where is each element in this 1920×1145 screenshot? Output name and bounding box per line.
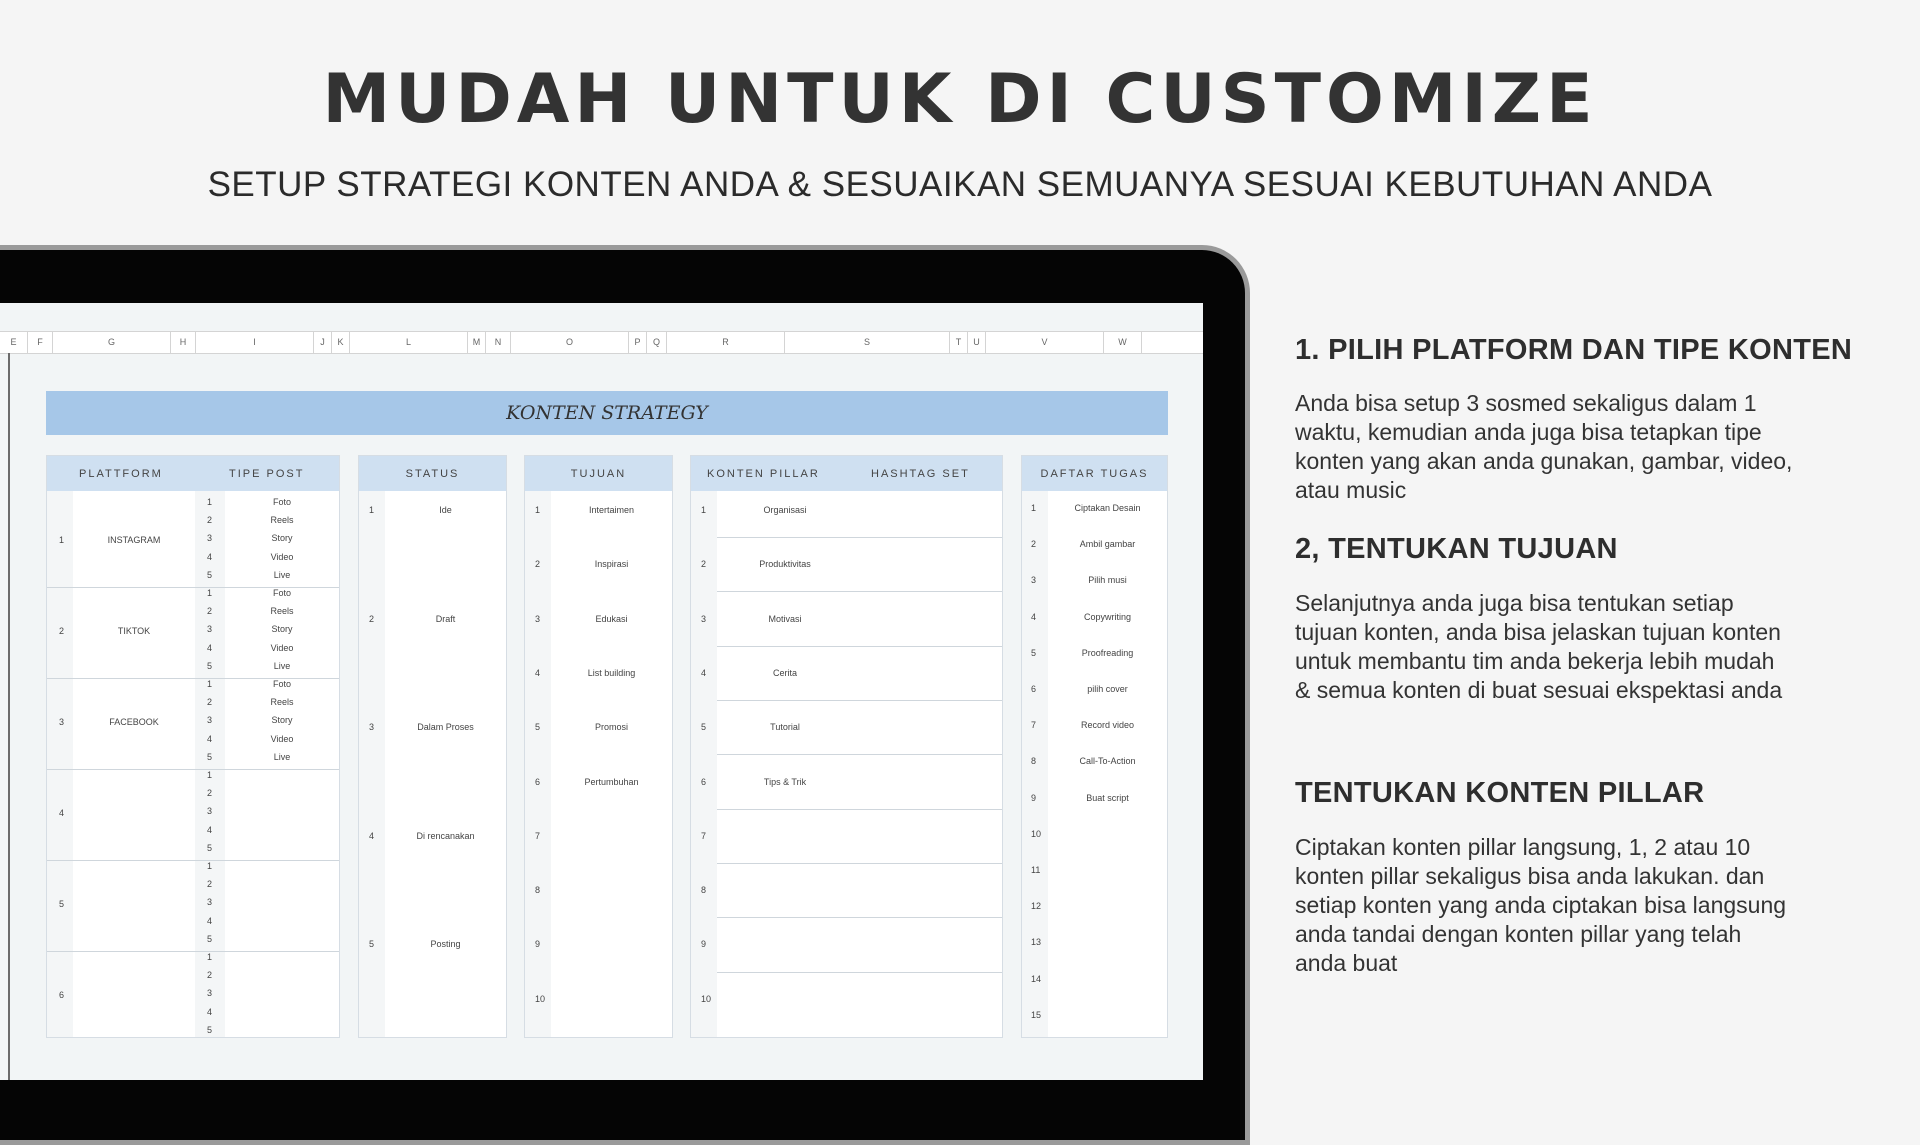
step-2-body: Selanjutnya anda juga bisa tentukan setiap tujuan konten, anda bisa jelaskan tujuan konten untuk membantu tim anda bekerja lebih mudah & semua konten di buat sesuai ekspektasi anda (1295, 590, 1783, 703)
pillar-item-label: Motivasi (768, 613, 802, 624)
pillar-row-divider (717, 537, 1002, 538)
tipe-post-number: 3 (207, 988, 213, 999)
tujuan-item-number: 10 (535, 993, 546, 1004)
platform-group-number: 1 (59, 534, 65, 545)
tujuan-item-label: Promosi (594, 722, 628, 733)
tujuan-item-number: 4 (535, 667, 541, 678)
tujuan-item-number: 2 (535, 559, 541, 570)
tujuan-panel (524, 455, 673, 1038)
column-header-w: W (1104, 332, 1142, 353)
tipe-post-label: Video (270, 733, 294, 744)
platform-panel (46, 455, 340, 1038)
status-panel-header (359, 456, 506, 491)
tipe-post-label: Reels (270, 697, 294, 708)
tugas-item-number: 4 (1031, 611, 1037, 622)
subheadline: SETUP STRATEGI KONTEN ANDA & SESUAIKAN SEMUANYA SESUAI KEBUTUHAN ANDA (207, 165, 1713, 204)
tipe-post-number: 5 (207, 751, 213, 762)
pillar-item-label: Cerita (772, 667, 797, 678)
platform-number-column (47, 491, 73, 1037)
tipe-post-number: 4 (207, 733, 213, 744)
pillar-item-number: 1 (701, 505, 707, 515)
tugas-item-number: 11 (1031, 865, 1041, 875)
column-header-l: L (350, 332, 468, 353)
tugas-header-label: DAFTAR TUGAS (1040, 468, 1149, 480)
pillar-item-number: 4 (701, 667, 707, 678)
tipe-post-label: Foto (272, 497, 291, 507)
pillar-item-label: Produktivitas (759, 559, 811, 570)
tipe-post-label: Reels (270, 606, 294, 617)
column-header-m: M (468, 332, 486, 353)
platform-group-number: 4 (59, 807, 65, 818)
pillar-row-divider (717, 754, 1002, 755)
tipe-post-number: 2 (207, 788, 213, 799)
column-header-p: P (629, 332, 647, 353)
status-item-label: Ide (439, 505, 452, 515)
platform-group-number: 6 (59, 989, 65, 1000)
tugas-item-number: 5 (1031, 647, 1037, 658)
tipe-post-number: 3 (207, 533, 213, 544)
column-header-s: S (785, 332, 950, 353)
tipe-post-number: 4 (207, 551, 213, 562)
column-header-j: J (314, 332, 332, 353)
pillar-row-divider (717, 917, 1002, 918)
status-item-number: 3 (369, 722, 375, 732)
tugas-item-number: 9 (1031, 792, 1037, 803)
tipe-post-label: Foto (272, 679, 291, 689)
platform-name: INSTAGRAM (107, 534, 161, 545)
status-item-number: 4 (369, 830, 375, 841)
tujuan-item-number: 6 (535, 776, 541, 787)
tugas-item-number: 15 (1031, 1009, 1042, 1020)
pillar-panel-header (691, 456, 1002, 491)
tipe-post-number: 3 (207, 806, 213, 817)
tipe-post-label: Foto (272, 588, 291, 598)
status-item-label: Dalam Proses (417, 722, 474, 732)
tipe-post-label: Story (271, 715, 293, 726)
status-header-label: STATUS (405, 468, 460, 480)
column-header-u: U (968, 332, 986, 353)
tujuan-panel-header (525, 456, 672, 491)
pillar-row-divider (717, 972, 1002, 973)
tipe-post-number: 2 (207, 970, 213, 981)
tugas-item-label: Proofreading (1081, 647, 1134, 658)
column-header-e: E (0, 332, 28, 353)
pillar-item-number: 9 (701, 939, 707, 950)
pillar-item-label: Tips & Trik (763, 776, 807, 787)
tugas-item-label: Ciptakan Desain (1074, 503, 1141, 513)
column-header-bar (0, 331, 1203, 354)
tugas-item-number: 12 (1031, 901, 1042, 912)
column-header-g: G (53, 332, 171, 353)
tipe-post-number: 2 (207, 697, 213, 708)
column-header-o: O (511, 332, 629, 353)
tipe-post-label: Live (273, 569, 291, 580)
tugas-item-label: Copywriting (1083, 611, 1132, 622)
tipe-post-label: Story (271, 624, 293, 635)
pillar-item-number: 8 (701, 885, 707, 896)
step-3-body: Ciptakan konten pillar langsung, 1, 2 atau 10 konten pillar sekaligus bisa anda lakukan. dan setiap konten yang anda ciptakan bisa langsung anda tandai dengan konten pillar yang telah anda buat (1295, 834, 1787, 976)
tipe-post-number: 1 (207, 588, 213, 598)
status-item-label: Di rencanakan (416, 830, 475, 841)
tujuan-item-label: Edukasi (595, 613, 628, 624)
tugas-item-label: pilih cover (1087, 684, 1128, 694)
tipe-post-label: Video (270, 642, 294, 653)
hashtag-set-header-label: HASHTAG SET (871, 468, 970, 480)
pillar-item-number: 7 (701, 830, 707, 841)
tujuan-number-column (525, 491, 551, 1037)
tujuan-item-label: List building (587, 667, 636, 678)
sheet-left-border (8, 353, 10, 1080)
column-header-r: R (667, 332, 785, 353)
tipe-post-number: 4 (207, 642, 213, 653)
pillar-item-number: 5 (701, 722, 707, 733)
tujuan-item-label: Inspirasi (594, 559, 629, 570)
group-divider (47, 860, 339, 861)
pillar-item-number: 6 (701, 776, 707, 787)
pillar-item-number: 10 (701, 993, 712, 1004)
tujuan-item-number: 8 (535, 885, 541, 896)
tipe-post-label: Video (270, 551, 294, 562)
tujuan-header-label: TUJUAN (570, 468, 627, 480)
column-header-f: F (28, 332, 53, 353)
status-item-number: 1 (369, 505, 375, 515)
tipe-post-number: 2 (207, 879, 213, 890)
step-2-title: 2, TENTUKAN TUJUAN (1295, 533, 1618, 565)
status-item-label: Draft (435, 613, 456, 624)
tujuan-item-number: 1 (535, 505, 541, 515)
pillar-row-divider (717, 646, 1002, 647)
tugas-item-label: Buat script (1086, 792, 1129, 803)
tipe-post-number: 5 (207, 660, 213, 671)
tujuan-item-number: 9 (535, 939, 541, 950)
tujuan-item-label: Pertumbuhan (584, 776, 639, 787)
tugas-item-label: Ambil gambar (1079, 539, 1136, 550)
column-header-n: N (486, 332, 511, 353)
tugas-item-number: 14 (1031, 973, 1042, 984)
sheet-banner: KONTEN STRATEGY (46, 391, 1168, 435)
status-item-label: Posting (430, 939, 461, 949)
column-header-i: I (196, 332, 314, 353)
platform-name: TIKTOK (117, 625, 151, 636)
platform-group-number: 3 (59, 716, 65, 727)
tujuan-item-number: 3 (535, 613, 541, 624)
tipe-post-number: 3 (207, 624, 213, 635)
tipe-post-label: Story (271, 533, 293, 544)
tipe-post-number: 4 (207, 1006, 213, 1017)
tipe-post-number: 5 (207, 842, 213, 853)
status-number-column (359, 491, 385, 1037)
platform-name: FACEBOOK (109, 716, 159, 727)
tugas-item-label: Call-To-Action (1079, 756, 1136, 767)
column-header-v: V (986, 332, 1104, 353)
tipe-post-number: 5 (207, 933, 213, 944)
column-header-t: T (950, 332, 968, 353)
tipe-post-number: 1 (207, 861, 213, 871)
tipe-post-number: 4 (207, 915, 213, 926)
status-item-number: 2 (369, 613, 375, 624)
tipe-post-number: 4 (207, 824, 213, 835)
platform-panel-header (47, 456, 339, 491)
tugas-item-number: 13 (1031, 937, 1042, 948)
tipe-post-number: 1 (207, 679, 213, 689)
group-divider (47, 769, 339, 770)
pillar-row-divider (717, 700, 1002, 701)
status-item-number: 5 (369, 939, 375, 949)
tugas-item-number: 2 (1031, 539, 1037, 550)
tujuan-item-label: Intertaimen (588, 505, 635, 515)
tipe-post-number: 1 (207, 770, 213, 780)
tugas-item-label: Record video (1080, 720, 1135, 731)
pillar-row-divider (717, 809, 1002, 810)
tugas-item-number: 6 (1031, 684, 1037, 694)
tugas-item-number: 10 (1031, 828, 1042, 839)
platform-group-number: 5 (59, 898, 65, 909)
pillar-number-column (691, 491, 717, 1037)
tugas-item-number: 3 (1031, 575, 1037, 586)
group-divider (47, 951, 339, 952)
tugas-item-label: Pilih musi (1088, 575, 1127, 586)
tujuan-item-number: 7 (535, 830, 541, 841)
tugas-panel (1021, 455, 1168, 1038)
tipe-post-number: 5 (207, 1024, 213, 1035)
tugas-item-number: 1 (1031, 503, 1037, 513)
spreadsheet-screen (0, 303, 1203, 1080)
pillar-row-divider (717, 591, 1002, 592)
step-1-body: Anda bisa setup 3 sosmed sekaligus dalam 1 waktu, kemudian anda juga bisa tetapkan tipe konten yang akan anda gunakan, gambar, video, atau music (1295, 390, 1793, 503)
status-panel (358, 455, 507, 1038)
pillar-row-divider (717, 863, 1002, 864)
tipe-post-number: 3 (207, 897, 213, 908)
tugas-item-number: 7 (1031, 720, 1037, 731)
konten-pillar-header-label: KONTEN PILLAR (707, 468, 820, 480)
tipe-post-number: 3 (207, 715, 213, 726)
tipe-post-number: 2 (207, 606, 213, 617)
column-header-h: H (171, 332, 196, 353)
step-1-title: 1. PILIH PLATFORM DAN TIPE KONTEN (1295, 334, 1853, 366)
tipe-post-number: 1 (207, 497, 213, 507)
tipe-post-header-label: TIPE POST (229, 468, 305, 480)
column-header-q: Q (647, 332, 667, 353)
tugas-panel-header (1022, 456, 1167, 491)
tujuan-item-number: 5 (535, 722, 541, 733)
tipe-post-label: Reels (270, 515, 294, 526)
tipe-post-number: 2 (207, 515, 213, 526)
tipe-post-number: 1 (207, 952, 213, 962)
tugas-item-number: 8 (1031, 756, 1037, 767)
tipe-post-label: Live (273, 660, 291, 671)
pillar-item-label: Tutorial (770, 722, 800, 733)
headline: MUDAH UNTUK DI CUSTOMIZE (322, 60, 1598, 139)
platform-header-label: PLATTFORM (79, 468, 163, 480)
tipe-post-number: 5 (207, 569, 213, 580)
platform-group-number: 2 (59, 625, 65, 636)
pillar-item-number: 3 (701, 613, 707, 624)
pillar-item-label: Organisasi (763, 505, 807, 515)
pillar-panel (690, 455, 1003, 1038)
tipe-post-label: Live (273, 751, 291, 762)
column-header-k: K (332, 332, 350, 353)
pillar-item-number: 2 (701, 559, 707, 570)
step-3-title: TENTUKAN KONTEN PILLAR (1295, 777, 1705, 809)
